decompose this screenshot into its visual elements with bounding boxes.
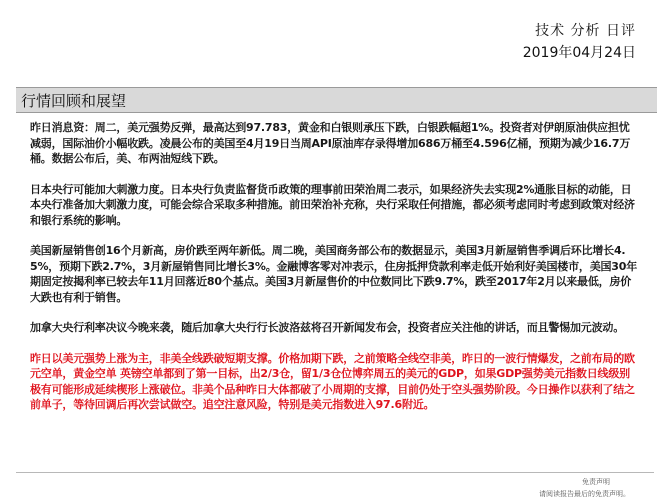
paragraph-boj: 日本央行可能加大刺激力度。日本央行负责监督货币政策的理事前田荣治周二表示，如果经济失去实现2%通胀目标的动能，日本央行准备加大刺激力度，可能会综合采取多种措施。前田荣治补充称，央行采取任何措施，都必须考虑同时考虑到政策对经济和银行系统的影响。	[30, 182, 635, 227]
footer-divider	[16, 472, 654, 473]
header-date: 2019年04月24日	[522, 45, 636, 61]
paragraph-boc: 加拿大央行利率决议今晚来袭，随后加拿大央行行长波洛兹将召开新闻发布会，投资者应关注他的讲话，而且警惕加元波动。	[30, 321, 624, 334]
footer-disclaimer-title: 免责声明	[582, 478, 610, 486]
paragraph-market-news: 昨日消息资：周二，美元强势反弹，最高达到97.783，黄金和白银则承压下跌，白银跌幅超1%。投资者对伊朗原油供应担忧减弱，国际油价小幅收跌。凌晨公布的美国至4月19日当周API原油库存录得增加686万桶至4.596亿桶，预期为减少16.7万桶。数据公布后，美、布两油短线下跌。	[30, 121, 631, 165]
report-content	[30, 120, 638, 428]
footer	[0, 472, 670, 504]
paragraph-us-home-sales: 美国新屋销售创16个月新高，房价跌至两年新低。周二晚，美国商务部公布的数据显示，美国3月新屋销售季调后环比增长4.5%，预期下跌2.7%，3月新屋销售同比增长3%。金融博客零对冲表示，住房抵押贷款利率走低开始利好美国楼市，美国30年期固定按揭利率已较去年11月回落近80个基点。美国3月新屋售价的中位数同比下跌9.7%，跌至2017年2月以来最低，房价大跌也有利于销售。	[30, 244, 638, 304]
header-title: 技术 分析 日评	[535, 23, 636, 39]
section-title: 行情回顾和展望	[21, 92, 127, 110]
paragraph-trading-analysis: 昨日以美元强势上涨为主，非美全线跌破短期支撑。价格加期下跌，之前策略全线空非美，昨日的一波行情爆发，之前布局的欧元空单，黄金空单 英镑空单都到了第一目标，出2/3仓，留1/3仓位博弈周五的美元的GDP，如果GDP强势美元指数日线级别极有可能形成延续楔形上涨破位。非美个品种昨日大体都破了小周期的支撑，目前仍处于空头强势阶段。今日操作以获利了结之前单子，等待回调后再次尝试做空。追空注意风险，特别是美元指数进入97.6附近。	[30, 351, 635, 411]
section-header-bar	[16, 87, 657, 113]
footer-disclaimer-note: 请阅读报告最后的免责声明。	[539, 490, 630, 498]
